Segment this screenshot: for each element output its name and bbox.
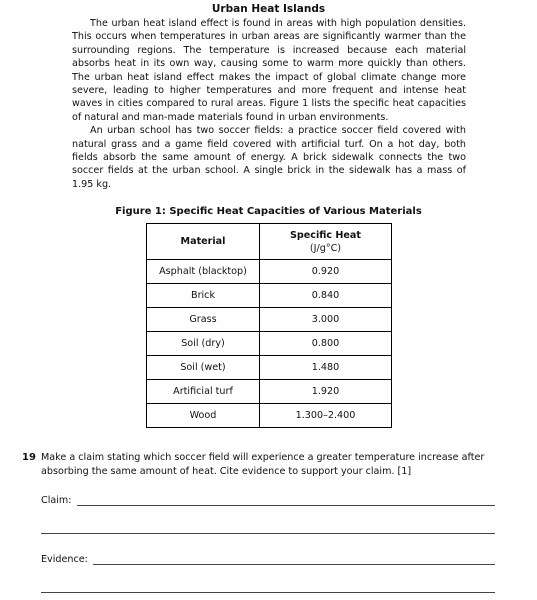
- material-cell: Wood: [147, 404, 260, 428]
- table-row: [147, 308, 392, 332]
- table-row: [147, 404, 392, 428]
- evidence-answer-line-1[interactable]: [93, 564, 495, 565]
- claim-answer-line-1[interactable]: [77, 505, 495, 506]
- claim-label: Claim:: [41, 495, 72, 506]
- table-row: [147, 356, 392, 380]
- table-header-row: [147, 224, 392, 260]
- question-19: [22, 451, 502, 478]
- material-cell: Artificial turf: [147, 380, 260, 404]
- specific-heat-cell: 1.480: [260, 356, 392, 380]
- specific-heat-cell: 1.920: [260, 380, 392, 404]
- evidence-answer-line-2[interactable]: [41, 592, 495, 593]
- header-material: Material: [147, 224, 260, 260]
- specific-heat-cell: 0.840: [260, 284, 392, 308]
- specific-heat-cell: 3.000: [260, 308, 392, 332]
- table-row: [147, 284, 392, 308]
- material-cell: Asphalt (blacktop): [147, 260, 260, 284]
- table-row: [147, 380, 392, 404]
- question-number: 19: [22, 452, 36, 463]
- figure-caption: Figure 1: Specific Heat Capacities of Various Materials: [115, 206, 422, 217]
- material-cell: Grass: [147, 308, 260, 332]
- header-specific-heat: [260, 224, 392, 260]
- passage-paragraph-1: The urban heat island effect is found in areas with high population densities. This occurs when temperatures in urban areas are significantly warmer than the surrounding regions. The temperature is increased because each material absorbs heat in its own way, causing some to warm more quickly than others. The urban heat island effect makes the impact of global climate change more severe, leading to higher temperatures and more frequent and intense heat waves in cities compared to rural areas. Figure 1 lists the specific heat capacities of natural and man-made materials found in urban environments.: [72, 18, 466, 123]
- header-unit: (J/g°C): [309, 242, 342, 254]
- evidence-label: Evidence:: [41, 554, 88, 565]
- claim-answer-line-2[interactable]: [41, 533, 495, 534]
- specific-heat-cell: 1.300–2.400: [260, 404, 392, 428]
- specific-heat-cell: 0.800: [260, 332, 392, 356]
- specific-heat-table: [146, 223, 392, 428]
- material-cell: Soil (wet): [147, 356, 260, 380]
- header-specific-heat-label: Specific Heat: [290, 229, 361, 241]
- material-cell: Brick: [147, 284, 260, 308]
- specific-heat-cell: 0.920: [260, 260, 392, 284]
- material-cell: Soil (dry): [147, 332, 260, 356]
- question-text: Make a claim stating which soccer field will experience a greater temperature increase after absorbing the same amount of heat. Cite evidence to support your claim. [1]: [41, 452, 485, 477]
- passage-paragraph-2: An urban school has two soccer fields: a practice soccer field covered with natural grass and a game field covered with artificial turf. On a hot day, both fields absorb the same amount of energy. A brick sidewalk connects the two soccer fields at the urban school. A single brick in the sidewalk has a mass of 1.95 kg.: [72, 125, 466, 190]
- passage-text: [72, 17, 466, 191]
- table-row: [147, 332, 392, 356]
- passage-title: Urban Heat Islands: [211, 3, 326, 15]
- table-row: [147, 260, 392, 284]
